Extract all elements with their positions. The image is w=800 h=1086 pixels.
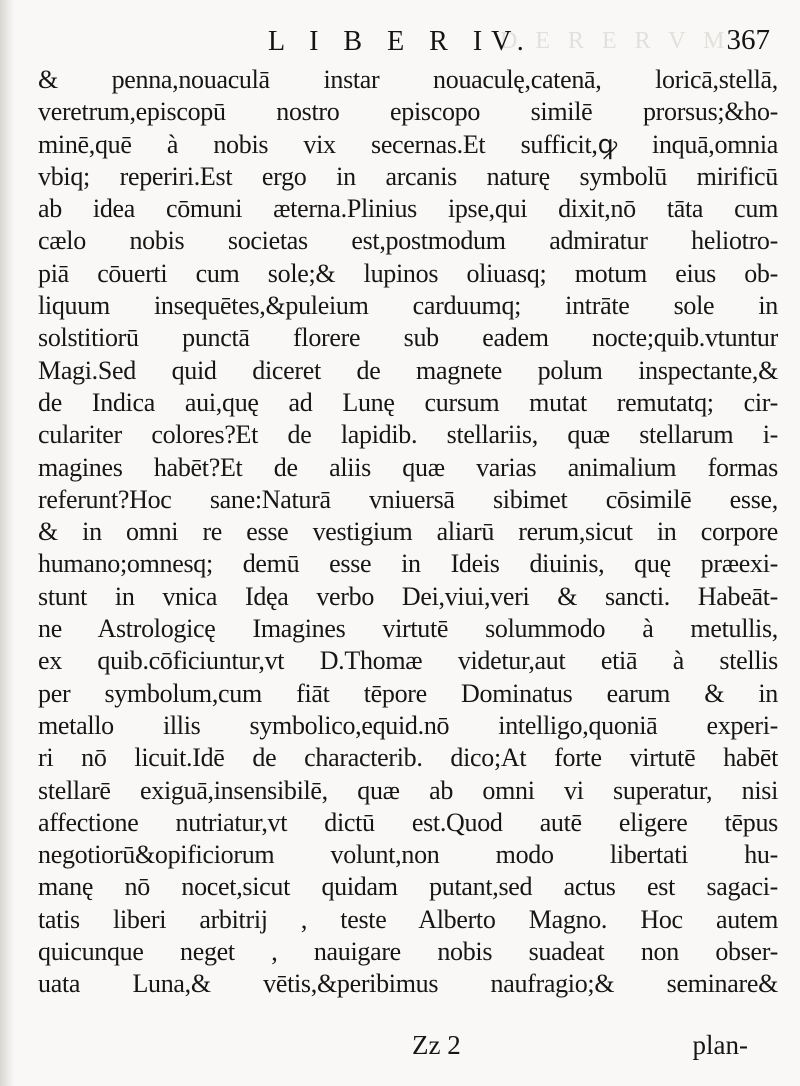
text-line: manę nō nocet,sicut quidam putant,sed actus est sagaci- bbox=[38, 872, 778, 902]
text-line: affectione nutriatur,vt dictū est.Quod autē eligere tēpus bbox=[38, 807, 778, 837]
page-footer bbox=[0, 1030, 800, 1070]
text-line: ex quib.cōficiuntur,vt D.Thomæ videtur,aut etiā à stellis bbox=[38, 646, 778, 676]
body-text bbox=[38, 64, 778, 1001]
text-line: referunt?Hoc sane:Naturā vniuersā sibimet cōsimilē esse, bbox=[38, 484, 778, 514]
text-line: tatis liberi arbitrij , teste Alberto Magno. Hoc autem bbox=[38, 904, 778, 934]
text-line: piā cōuerti cum sole;& lupinos oliuasq; motum eius ob- bbox=[38, 258, 778, 288]
text-line: uata Luna,& vētis,&peribimus naufragio;& seminare& bbox=[38, 969, 778, 999]
text-line: veretrum,episcopū nostro episcopo similē prorsus;&ho- bbox=[38, 97, 778, 127]
text-line: metallo illis symbolico,equid.nō intelligo,quoniā experi- bbox=[38, 710, 778, 740]
text-line: ri nō licuit.Idē de characterib. dico;At forte virtutē habēt bbox=[38, 743, 778, 773]
page-number: 367 bbox=[726, 24, 770, 56]
text-line: liquum insequētes,&puleium carduumq; intrāte sole in bbox=[38, 291, 778, 321]
text-line: Magi.Sed quid diceret de magnete polum inspectante,& bbox=[38, 355, 778, 385]
text-line: de Indica aui,quę ad Lunę cursum mutat remutatq; cir- bbox=[38, 387, 778, 417]
text-line: negotiorū&opificiorum volunt,non modo libertati hu- bbox=[38, 840, 778, 870]
page-header bbox=[0, 20, 800, 60]
text-line: per symbolum,cum fiāt tēpore Dominatus earum & in bbox=[38, 678, 778, 708]
text-line: magines habēt?Et de aliis quæ varias animalium formas bbox=[38, 452, 778, 482]
gutter-shadow bbox=[0, 0, 14, 1086]
text-line: & penna,nouaculā instar nouaculę,catenā, loricā,stellā, bbox=[38, 65, 778, 94]
signature-mark: Zz 2 bbox=[412, 1030, 461, 1060]
text-line: stellarē exiguā,insensibilē, quæ ab omni vi superatur, nisi bbox=[38, 775, 778, 805]
catchword: plan- bbox=[692, 1030, 748, 1060]
text-line: culariter colores?Et de lapidib. stellariis, quæ stellarum i- bbox=[38, 420, 778, 450]
text-line: ne Astrologicę Imagines virtutē solummodo à metullis, bbox=[38, 614, 778, 644]
bleed-through-text: D E R E R V M bbox=[500, 28, 731, 54]
text-line: minē,quē à nobis vix secernas.Et sufficit,ꝙ inquā,omnia bbox=[38, 129, 778, 159]
text-line: & in omni re esse vestigium aliarū rerum,sicut in corpore bbox=[38, 517, 778, 547]
text-line: solstitiorū punctā florere sub eadem nocte;quib.vtuntur bbox=[38, 323, 778, 353]
text-line: cælo nobis societas est,postmodum admiratur heliotro- bbox=[38, 226, 778, 256]
text-line: ab idea cōmuni æterna.Plinius ipse,qui dixit,nō tāta cum bbox=[38, 194, 778, 224]
text-line: vbiq; reperiri.Est ergo in arcanis naturę symbolū mirificū bbox=[38, 161, 778, 191]
text-line: stunt in vnica Idęa verbo Dei,viui,veri & sancti. Habeāt- bbox=[38, 581, 778, 611]
text-line: humano;omnesq; demū esse in Ideis diuinis, quę prӕexi- bbox=[38, 549, 778, 579]
text-line: quicunque neget , nauigare nobis suadeat non obser- bbox=[38, 937, 778, 967]
running-head: L I B E R IV. bbox=[268, 26, 533, 57]
